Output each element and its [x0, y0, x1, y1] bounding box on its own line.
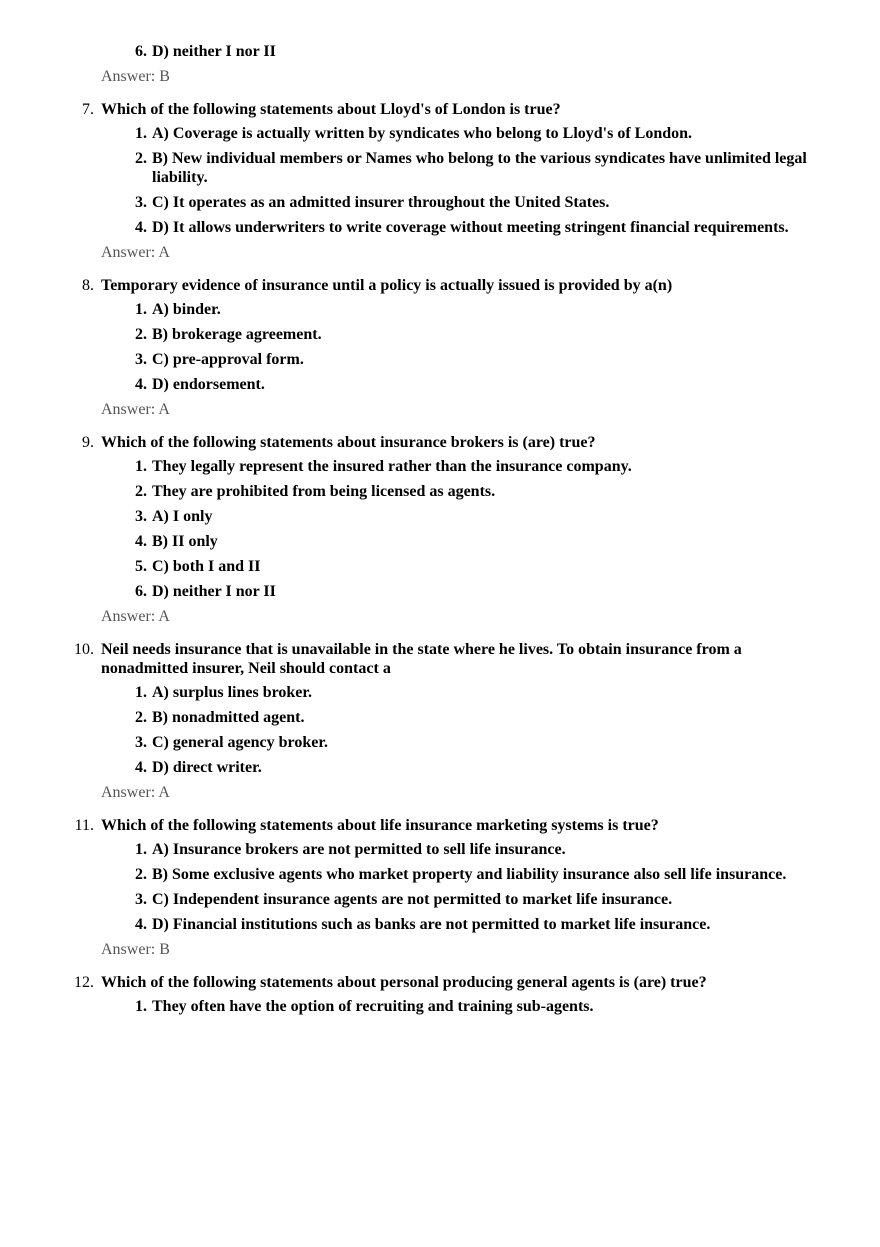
option-number: 2. [135, 866, 147, 883]
answer-text: Answer: B [101, 68, 170, 85]
answer-text: Answer: A [101, 784, 170, 801]
answer-text: Answer: A [101, 244, 170, 261]
option-number: 5. [135, 558, 147, 575]
question-number: 9. [82, 434, 94, 451]
option-number: 3. [135, 891, 147, 908]
option-number: 3. [135, 734, 147, 751]
question-item [0, 973, 880, 1016]
option-item [135, 42, 832, 61]
option-number: 6. [135, 43, 147, 60]
option-text: A) surplus lines broker. [152, 684, 313, 701]
option-number: 3. [135, 351, 147, 368]
option-item [135, 149, 832, 187]
question-text: Neil needs insurance that is unavailable in the state where he lives. To obtain insurance from a nonadmitted insurer, Neil should contact a [101, 641, 742, 677]
option-item [135, 193, 832, 212]
question-item [0, 433, 880, 626]
option-text: C) both I and II [152, 558, 261, 575]
option-number: 4. [135, 219, 147, 236]
question-text: Which of the following statements about personal producing general agents is (are) true? [101, 974, 707, 991]
option-item [135, 507, 832, 526]
option-item [135, 997, 832, 1016]
option-text: D) neither I nor II [152, 583, 276, 600]
question-item [0, 640, 880, 802]
question-text: Which of the following statements about Lloyd's of London is true? [101, 101, 561, 118]
question-text: Which of the following statements about insurance brokers is (are) true? [101, 434, 596, 451]
option-item [135, 218, 832, 237]
option-text: B) II only [152, 533, 218, 550]
option-item [135, 532, 832, 551]
option-item [135, 582, 832, 601]
question-item [0, 100, 880, 262]
option-text: D) endorsement. [152, 376, 265, 393]
question-text: Which of the following statements about life insurance marketing systems is true? [101, 817, 659, 834]
option-item [135, 325, 832, 344]
option-text: A) Coverage is actually written by syndicates who belong to Lloyd's of London. [152, 125, 693, 142]
previous-question-continuation [0, 42, 880, 86]
option-number: 2. [135, 150, 147, 167]
option-text: They are prohibited from being licensed as agents. [152, 483, 496, 500]
option-item [135, 708, 832, 727]
option-item [135, 683, 832, 702]
option-item [135, 350, 832, 369]
option-item [135, 840, 832, 859]
question-number: 10. [74, 641, 94, 658]
option-number: 2. [135, 326, 147, 343]
option-text: They legally represent the insured rather than the insurance company. [152, 458, 632, 475]
option-number: 6. [135, 583, 147, 600]
option-text: D) Financial institutions such as banks are not permitted to market life insurance. [152, 916, 711, 933]
question-text: Temporary evidence of insurance until a policy is actually issued is provided by a(n) [101, 277, 673, 294]
answer-text: Answer: A [101, 401, 170, 418]
question-item [0, 816, 880, 959]
option-text: D) It allows underwriters to write coverage without meeting stringent financial requirements. [152, 219, 789, 236]
option-text: D) neither I nor II [152, 43, 276, 60]
option-text: C) It operates as an admitted insurer throughout the United States. [152, 194, 610, 211]
option-item [135, 733, 832, 752]
option-item [135, 375, 832, 394]
answer-text: Answer: A [101, 608, 170, 625]
option-number: 1. [135, 301, 147, 318]
option-text: D) direct writer. [152, 759, 262, 776]
option-number: 4. [135, 376, 147, 393]
option-list [0, 840, 880, 934]
question-number: 11. [74, 817, 94, 834]
option-text: A) I only [152, 508, 213, 525]
option-item [135, 482, 832, 501]
question-item [0, 276, 880, 419]
option-item [135, 865, 832, 884]
option-text: B) Some exclusive agents who market property and liability insurance also sell life insurance. [152, 866, 787, 883]
answer-text: Answer: B [101, 941, 170, 958]
option-number: 2. [135, 709, 147, 726]
option-number: 4. [135, 916, 147, 933]
option-item [135, 557, 832, 576]
option-item [135, 457, 832, 476]
option-list [0, 300, 880, 394]
option-list [0, 124, 880, 237]
option-text: A) binder. [152, 301, 221, 318]
option-item [135, 758, 832, 777]
option-text: B) New individual members or Names who belong to the various syndicates have unlimited legal liability. [152, 150, 807, 186]
option-number: 3. [135, 508, 147, 525]
option-number: 4. [135, 759, 147, 776]
option-text: They often have the option of recruiting and training sub-agents. [152, 998, 594, 1015]
option-item [135, 300, 832, 319]
option-text: C) general agency broker. [152, 734, 328, 751]
option-number: 2. [135, 483, 147, 500]
option-text: C) Independent insurance agents are not permitted to market life insurance. [152, 891, 673, 908]
quiz-document [0, 42, 880, 1022]
option-item [135, 890, 832, 909]
option-list [0, 457, 880, 601]
option-text: A) Insurance brokers are not permitted to sell life insurance. [152, 841, 566, 858]
option-number: 3. [135, 194, 147, 211]
option-list [0, 683, 880, 777]
option-number: 1. [135, 841, 147, 858]
option-text: B) nonadmitted agent. [152, 709, 305, 726]
question-number: 8. [82, 277, 94, 294]
question-number: 7. [82, 101, 94, 118]
option-item [135, 915, 832, 934]
option-text: C) pre-approval form. [152, 351, 304, 368]
option-list [0, 997, 880, 1016]
question-number: 12. [74, 974, 94, 991]
option-number: 1. [135, 458, 147, 475]
option-number: 1. [135, 125, 147, 142]
option-number: 1. [135, 684, 147, 701]
option-text: B) brokerage agreement. [152, 326, 322, 343]
option-number: 1. [135, 998, 147, 1015]
option-number: 4. [135, 533, 147, 550]
option-item [135, 124, 832, 143]
